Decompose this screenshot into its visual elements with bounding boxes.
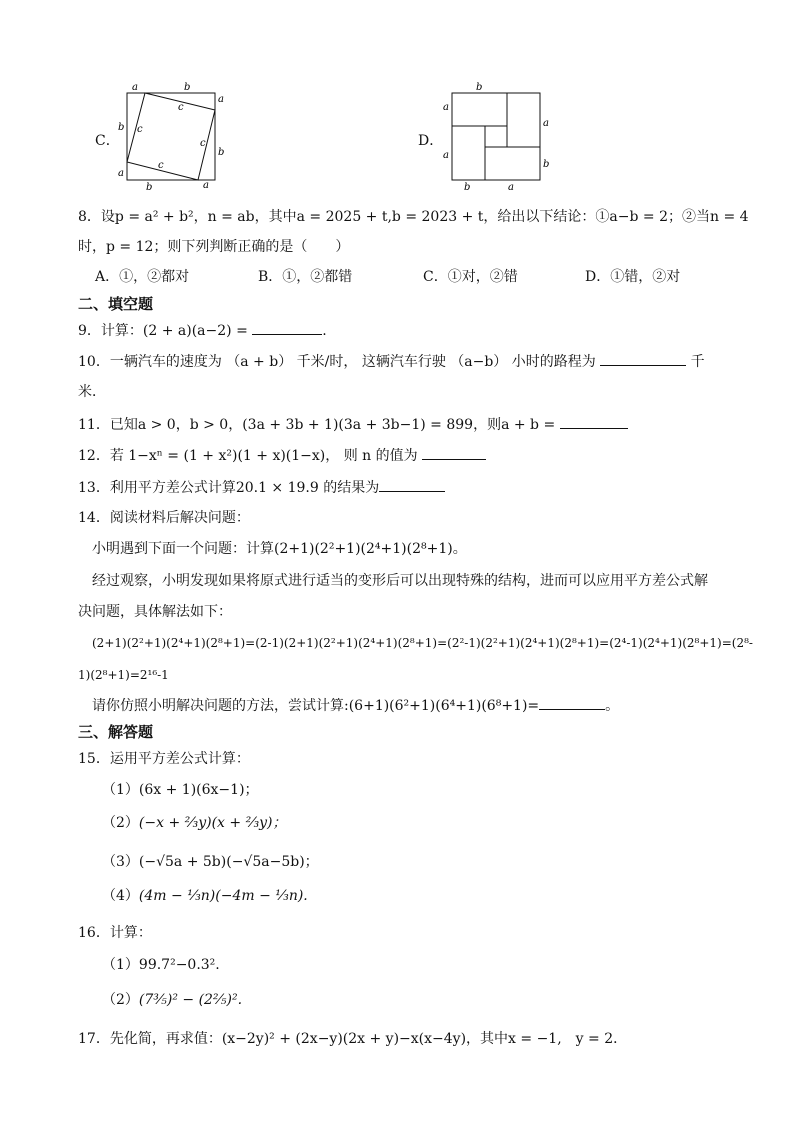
question-14-task-end: 。: [605, 698, 620, 714]
question-15-item-4-expr: (4m − ⅓n)(−4m − ⅓n).: [138, 888, 308, 904]
question-16-title: 16．计算：: [78, 925, 152, 941]
question-16-item-2: [102, 989, 734, 1011]
question-13: [78, 477, 734, 499]
option-a[interactable]: A．①，②都对: [95, 269, 190, 285]
question-14-paragraph-2b: 决问题，具体解法如下：: [78, 604, 232, 620]
question-14-task-text: 请你仿照小明解决问题的方法，尝试计算:(6+1)(6²+1)(6⁴+1)(6⁸+1)=: [92, 698, 540, 714]
option-b[interactable]: B．①，②都错: [258, 269, 353, 285]
question-16-item-2-label: （2）: [102, 992, 139, 1008]
fig-d-letter: a: [508, 182, 514, 192]
fig-c-letter: c: [200, 138, 206, 149]
fig-c-letter: c: [158, 160, 164, 171]
fig-c-letter: b: [118, 122, 125, 133]
answer-blank-11[interactable]: [560, 414, 628, 429]
question-9-end: .: [322, 323, 327, 339]
question-15-item-3: （3）(−√5a + 5b)(−√5a−5b)；: [102, 854, 319, 870]
fig-d-letter: a: [443, 102, 449, 113]
fig-d-letter: b: [543, 159, 550, 170]
fig-d-letter: b: [464, 182, 471, 192]
figure-c-label: C．: [95, 133, 120, 149]
question-15-item-2-label: （2）: [102, 815, 139, 831]
question-15-item-1: （1）(6x + 1)(6x−1)；: [102, 782, 259, 798]
answer-blank-10[interactable]: [600, 351, 686, 366]
fig-c-letter: b: [146, 182, 153, 192]
question-16-item-1: （1）99.7²−0.3².: [102, 957, 220, 973]
fig-c-letter: b: [218, 147, 225, 158]
option-d[interactable]: D．①错，②对: [585, 269, 681, 285]
question-8-line-2: 时，p = 12；则下列判断正确的是（ ）: [78, 239, 350, 255]
question-11-text: 11．已知a > 0，b > 0，(3a + 3b + 1)(3a + 3b−1) = 899，则a + b =: [78, 417, 556, 433]
question-12: [78, 445, 734, 467]
option-c[interactable]: C．①对，②错: [423, 269, 518, 285]
question-8-line-1: 8．设p = a² + b²，n = ab，其中a = 2025 + t,b = 2023 + t，给出以下结论：①a−b = 2；②当n = 4: [78, 209, 749, 225]
answer-blank-9[interactable]: [252, 320, 322, 335]
answer-blank-12[interactable]: [422, 445, 486, 460]
question-10-line-2: 米．: [78, 384, 106, 400]
question-14-solution-a: (2+1)(2²+1)(2⁴+1)(2⁸+1)=(2-1)(2+1)(2²+1)(2⁴+1)(2⁸+1)=(2²-1)(2²+1)(2⁴+1)(2⁸+1)=(2⁴-1)(2⁴+1)(2⁸+1)=(2⁸-: [92, 636, 753, 650]
question-14-title: 14．阅读材料后解决问题：: [78, 510, 250, 526]
question-10-text: 10．一辆汽车的速度为 （a + b） 千米/时， 这辆汽车行驶 （a−b） 小时的路程为: [78, 354, 596, 370]
question-17: 17．先化简，再求值：(x−2y)² + (2x−y)(2x + y)−x(x−4y)，其中x = −1, y = 2．: [78, 1031, 628, 1047]
section-2-heading: 二、填空题: [78, 295, 154, 313]
question-16-item-2-expr: (7⅗)² − (2⅖)².: [138, 992, 243, 1008]
figure-d-diagram: [438, 80, 558, 192]
fig-c-letter: c: [137, 124, 143, 135]
fig-d-letter: b: [476, 82, 483, 93]
fig-c-letter: b: [184, 82, 191, 93]
figure-c-diagram: [112, 80, 232, 192]
question-13-text: 13．利用平方差公式计算20.1 × 19.9 的结果为: [78, 480, 380, 496]
fig-c-letter: a: [132, 82, 138, 93]
question-14-task: [92, 695, 734, 717]
fig-c-letter: a: [218, 94, 224, 105]
fig-d-letter: a: [543, 118, 549, 129]
question-9: [78, 320, 734, 342]
fig-c-letter: a: [203, 180, 209, 191]
section-3-heading: 三、解答题: [78, 723, 154, 741]
question-12-text: 12．若 1−xⁿ = (1 + x²)(1 + x)(1−x)， 则 n 的值为: [78, 448, 418, 464]
figure-d-label: D．: [418, 133, 444, 149]
question-10-unit: 千: [690, 354, 705, 370]
question-10-line-1: [78, 351, 734, 373]
question-9-text: 9．计算：(2 + a)(a−2) =: [78, 323, 248, 339]
question-14-solution-b: 1)(2⁸+1)=2¹⁶-1: [78, 668, 169, 682]
answer-blank-13[interactable]: [379, 477, 445, 492]
fig-d-letter: a: [443, 150, 449, 161]
fig-c-letter: a: [118, 168, 124, 179]
fig-c-letter: c: [178, 102, 184, 113]
question-15-item-4: [102, 885, 734, 907]
question-15-title: 15．运用平方差公式计算：: [78, 751, 250, 767]
question-8-options: [95, 266, 734, 288]
question-14-paragraph-2a: 经过观察，小明发现如果将原式进行适当的变形后可以出现特殊的结构，进而可以应用平方差公式解: [92, 573, 708, 589]
question-15-item-2: [102, 812, 734, 834]
question-11: [78, 414, 734, 436]
question-15-item-2-expr: (−x + ⅔y)(x + ⅔y)；: [138, 815, 287, 831]
question-15-item-4-label: （4）: [102, 888, 139, 904]
answer-blank-14[interactable]: [539, 695, 605, 710]
question-14-paragraph-1: 小明遇到下面一个问题：计算(2+1)(2²+1)(2⁴+1)(2⁸+1)。: [92, 541, 467, 557]
